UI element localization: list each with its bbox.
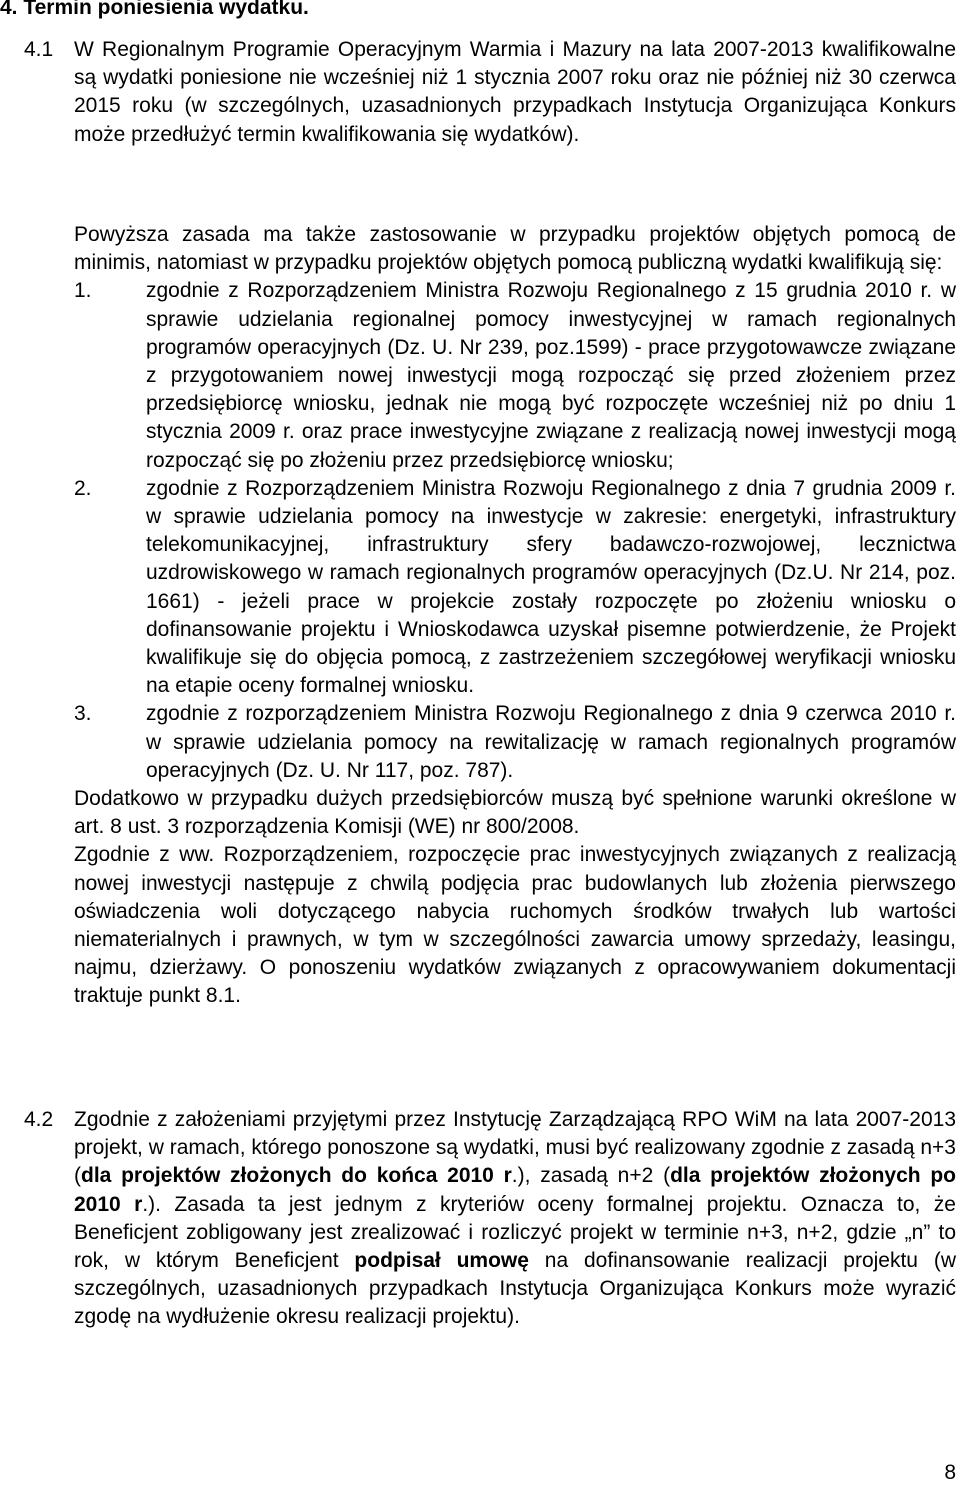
paragraph-start-of-works: Zgodnie z ww. Rozporządzeniem, rozpoczęcie prac inwestycyjnych związanych z realizacją nowej inwestycji następuje z chwilą podjęcia prac budowlanych lub złożenia pierwszego oświadczenia woli dotyczącego nabycia ruchomych środków trwałych lub wartości niematerialnych i prawnych, w tym w szczególności zawarcia umowy sprzedaży, leasingu, najmu, dzierżawy. O ponoszeniu wydatków związanych z opracowywaniem dokumentacji traktuje punkt 8.1.: [74, 843, 956, 1008]
rule-bold-signed-contract: podpisał umowę: [354, 1249, 529, 1273]
section-heading: 4. Termin poniesienia wydatku.: [0, 0, 309, 19]
list-item: [0, 475, 956, 701]
rule-bold-after-2010: dla projektów złożonych po 2010 r: [74, 1164, 957, 1216]
list-item: [0, 277, 956, 474]
paragraph-n-plus-rule: [74, 1106, 956, 1332]
paragraph-large-enterprises: Dodatkowo w przypadku dużych przedsiębiorców muszą być spełnione warunki określone w art. 8 ust. 3 rozporządzenia Komisji (WE) nr 800/2008.: [74, 787, 956, 839]
paragraph-eligibility-dates: W Regionalnym Programie Operacyjnym Warmia i Mazury na lata 2007-2013 kwalifikowalne są wydatki poniesione nie wcześniej niż 1 stycznia 2007 roku oraz nie później niż 30 czerwca 2015 roku (w szczególnych, uzasadnionych przypadkach Instytucja Organizująca Konkurs może przedłużyć termin kwalifikowania się wydatków).: [74, 38, 956, 146]
rule-text-1: Zgodnie z założeniami przyjętymi przez Instytucję Zarządzającą RPO WiM na lata 2007-2013 projekt, w ramach, którego ponoszone są wydatki, musi być realizowany zgodnie z zasadą n+3 (: [74, 1108, 956, 1188]
list-item-number: 2.: [74, 476, 92, 500]
page-number: 8: [944, 1461, 956, 1484]
rule-text-4: na dofinansowanie realizacji projektu (w szczególnych, uzasadnionych przypadkach Instytucja Organizująca Konkurs może wyrazić zgodę na wydłużenie okresu realizacji projektu).: [74, 1249, 956, 1329]
list-item-text: zgodnie z Rozporządzeniem Ministra Rozwoju Regionalnego z 15 grudnia 2010 r. w sprawie udzielania regionalnej pomocy inwestycyjnej w ramach regionalnych programów operacyjnych (Dz. U. Nr 239, poz.1599) - prace przygotowawcze związane z przygotowaniem nowej inwestycji mogą rozpocząć się przed złożeniem przez przedsiębiorcę wniosku, jednak nie mogą być rozpoczęte wcześniej niż po dniu 1 stycznia 2009 r. oraz prace inwestycyjne związane z realizacją nowej inwestycji mogą rozpocząć się po złożeniu przez przedsiębiorcę wniosku;: [146, 279, 956, 472]
rule-bold-before-2010: dla projektów złożonych do końca 2010 r: [81, 1164, 512, 1188]
regulation-list: [74, 277, 956, 785]
section-4-1-continued: [74, 221, 956, 1011]
section-4-1: [74, 36, 956, 149]
list-item-number: 3.: [74, 702, 92, 726]
section-4-2: [74, 1106, 956, 1332]
list-item-number: 1.: [74, 279, 92, 303]
section-number-4-2: 4.2: [24, 1108, 54, 1131]
paragraph-de-minimis: Powyższa zasada ma także zastosowanie w przypadku projektów objętych pomocą de minimis, natomiast w przypadku projektów objętych pomocą publiczną wydatki kwalifikują się:: [74, 223, 956, 275]
list-item: [0, 700, 956, 785]
rule-text-3: .). Zasada ta jest jednym z kryteriów oceny formalnej projektu. Oznacza to, że Beneficjent zobligowany jest zrealizować i rozliczyć projekt w terminie n+3, n+2, gdzie „n” to rok, w którym Beneficjent: [74, 1192, 956, 1273]
rule-text-2: .), zasadą n+2 (: [511, 1164, 671, 1188]
section-number-4-1: 4.1: [24, 38, 54, 61]
list-item-text: zgodnie z rozporządzeniem Ministra Rozwoju Regionalnego z dnia 9 czerwca 2010 r. w sprawie udzielania pomocy na rewitalizację w ramach regionalnych programów operacyjnych (Dz. U. Nr 117, poz. 787).: [146, 702, 956, 782]
list-item-text: zgodnie z Rozporządzeniem Ministra Rozwoju Regionalnego z dnia 7 grudnia 2009 r. w sprawie udzielania pomocy na inwestycje w zakresie: energetyki, infrastruktury telekomunikacyjnej, infrastruktury sfery badawczo-rozwojowej, lecznictwa uzdrowiskowego w ramach regionalnych programów operacyjnych (Dz.U. Nr 214, poz. 1661) - jeżeli prace w projekcie zostały rozpoczęte po złożeniu wniosku o dofinansowanie projektu i Wnioskodawca uzyskał pisemne potwierdzenie, że Projekt kwalifikuje się do objęcia pomocą, z zastrzeżeniem szczegółowej weryfikacji wniosku na etapie oceny formalnej wniosku.: [146, 476, 956, 698]
